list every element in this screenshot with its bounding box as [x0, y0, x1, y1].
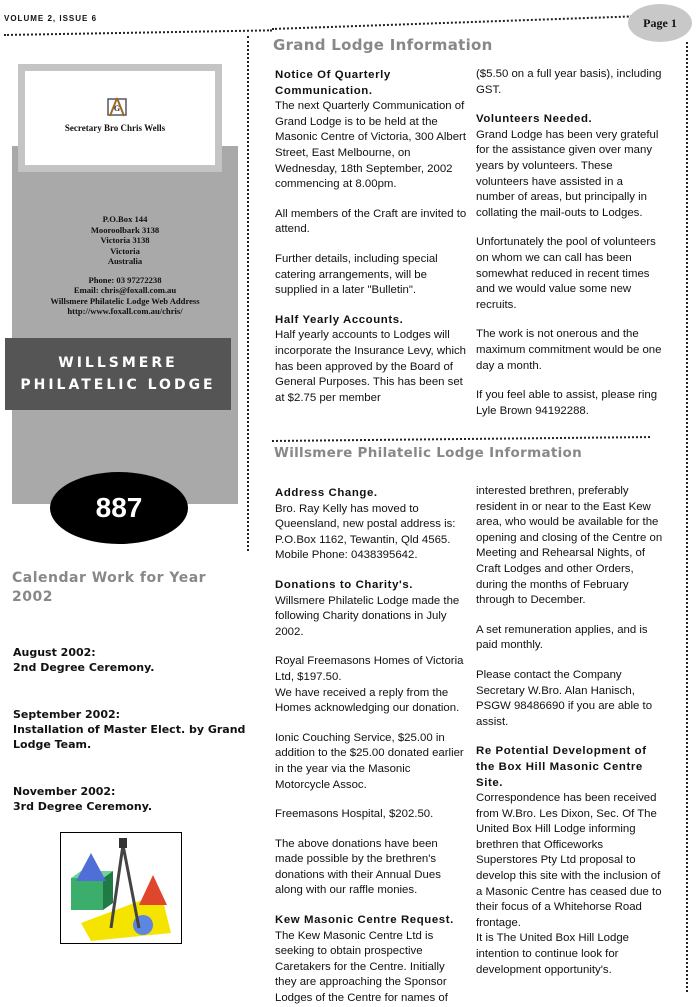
lodge-name-banner: [5, 338, 231, 410]
volunteers-paragraph: If you feel able to assist, please ring Lyle Brown 94192288.: [476, 389, 658, 417]
kew-heading: Kew Masonic Centre Request.: [275, 914, 454, 927]
quarterly-paragraph: All members of the Craft are invited to attend.: [275, 207, 467, 236]
donations-paragraph: Freemasons Hospital, $202.50.: [275, 808, 434, 821]
boxhill-heading: Re Potential Development of the Box Hill Masonic Centre Site.: [476, 745, 647, 789]
sidebar-panel: [12, 146, 238, 504]
web-address: http://www.foxall.com.au/chris/: [67, 306, 183, 316]
kew-continued: interested brethren, preferably resident in or near to the East Kew area, who would be available for the opening and closing of the Centre on Meeting and Rehearsal Nights, of Craft Lodges and other Orders, during the months of February through to December.: [476, 485, 663, 607]
page-number-badge: Page 1: [628, 4, 692, 42]
secretary-frame: [18, 64, 222, 172]
address-change-heading: Address Change.: [275, 487, 378, 499]
phone: Phone: 03 97272238: [88, 274, 162, 285]
secretary-name: Secretary Bro Chris Wells: [64, 123, 166, 133]
lodge-name-line: WILLSMERE: [58, 355, 178, 371]
donations-paragraph: Royal Freemasons Homes of Victoria Ltd, $197.50.: [275, 655, 464, 683]
calendar-month: August 2002:: [13, 646, 96, 659]
volunteers-paragraph: Grand Lodge has been very grateful for the assistance given over many years by volunteers. These volunteers have assisted in a number of areas, but principally in collating the mail-outs to Lodges.: [476, 128, 659, 219]
lodge-number-badge: 887: [50, 472, 188, 544]
svg-text:G: G: [113, 104, 121, 113]
boxhill-paragraph: It is The United Box Hill Lodge intention to continue look for development opportunity's.: [476, 932, 630, 976]
quarterly-paragraph: Further details, including special catering arrangements, will be supplied in a later "Bulletin".: [275, 252, 438, 297]
lodge-info-column-2: [476, 484, 664, 978]
address-line: Victoria 3138: [100, 235, 150, 245]
volunteers-paragraph: Unfortunately the pool of volunteers on whom we can call has been somewhat reduced in recent times and we would value some new recruits.: [476, 236, 656, 311]
kew-paragraph: A set remuneration applies, and is paid monthly.: [476, 623, 648, 652]
donations-paragraph: The above donations have been made possible by the brethren's donations with their Annual Dues along with our raffle monies.: [275, 837, 441, 897]
address-line: Mooroolbark 3138: [90, 224, 160, 235]
calendar-month: November 2002:: [13, 785, 116, 798]
address-line: P.O.Box 144: [102, 214, 148, 224]
web-label: Willsmere Philatelic Lodge Web Address: [50, 295, 200, 306]
calendar-month: September 2002:: [13, 708, 121, 721]
calendar-work: Installation of Master Elect. by Grand Lodge Team.: [13, 723, 246, 751]
donations-paragraph: We have received a reply from the Homes acknowledging our donation.: [275, 686, 460, 715]
header-dotted-rule: [4, 29, 272, 36]
geometry-tools-icon: [61, 833, 181, 943]
half-yearly-paragraph: Half yearly accounts to Lodges will incorporate the Insurance Levy, which has been approved by the Board of General Purposes. This has been set at $2.75 per member: [275, 329, 467, 404]
address-line: Victoria: [110, 245, 140, 256]
calendar-item: [13, 784, 253, 814]
lodge-info-dotted-rule: [272, 436, 650, 442]
half-yearly-heading: Half Yearly Accounts.: [275, 313, 404, 326]
donations-paragraph: Ionic Couching Service, $25.00 in addition to the $25.00 donated earlier in the year via the Masonic Motorcycle Assoc.: [275, 731, 464, 791]
calendar-item: [13, 707, 253, 752]
calendar-title: Calendar Work for Year 2002: [12, 570, 207, 605]
donations-paragraph: Willsmere Philatelic Lodge made the following Charity donations in July 2002.: [275, 594, 460, 638]
quarterly-paragraph: The next Quarterly Communication of Grand Lodge is to be held at the Masonic Centre of Victoria, 300 Albert Street, East Melbourne, on Wednesday, 18th September, 2002 commencing at 8.00pm.: [275, 100, 466, 191]
grand-lodge-column-2: [476, 67, 664, 433]
calendar-work: 2nd Degree Ceremony.: [13, 661, 155, 674]
geometry-clipart: [60, 832, 182, 944]
volume-issue: VOLUME 2, ISSUE 6: [4, 14, 98, 23]
calendar-work: 3rd Degree Ceremony.: [13, 800, 153, 813]
lodge-info-title: Willsmere Philatelic Lodge Information: [274, 445, 583, 461]
kew-paragraph: Please contact the Company Secretary W.Bro. Alan Hanisch, PSGW 98486690 if you are able to assist.: [476, 668, 653, 728]
calendar-item: [13, 645, 253, 675]
donations-heading: Donations to Charity's.: [275, 578, 414, 591]
lodge-info-column-1: [275, 486, 467, 1007]
half-yearly-continued: ($5.50 on a full year basis), including GST.: [476, 68, 662, 96]
header-dotted-rule-right: [272, 15, 632, 30]
quarterly-heading: Notice Of Quarterly Communication.: [275, 69, 391, 97]
volunteers-paragraph: The work is not onerous and the maximum commitment would be one day a month.: [476, 328, 662, 372]
divider-vertical-right: [686, 42, 688, 992]
volunteers-heading: Volunteers Needed.: [476, 113, 593, 126]
divider-vertical-left: [247, 36, 249, 551]
kew-paragraph: The Kew Masonic Centre Ltd is seeking to obtain prospective Caretakers for the Centre. Initially they are approaching the Sponsor Lodges of the Centre for names of: [275, 929, 448, 1005]
boxhill-paragraph: Correspondence has been received from W.Bro. Les Dixon, Sec. Of The United Box Hill Lodge informing brethren that Officeworks Superstores Pty Ltd proposal to develop this site with the inclusion of a Masonic Centre has ceased due to their focus of a Whitehorse Road frontage.: [476, 792, 662, 929]
grand-lodge-title: Grand Lodge Information: [273, 36, 493, 54]
address-line: Australia: [107, 256, 143, 266]
postal-address: [14, 214, 236, 317]
address-change-paragraph: Bro. Ray Kelly has moved to Queensland, new postal address is: P.O.Box 1162, Tewantin, Qld 4565. Mobile Phone: 0438395642.: [275, 502, 456, 562]
lodge-name-line: PHILATELIC LODGE: [20, 377, 216, 393]
square-compass-icon: [105, 96, 129, 118]
grand-lodge-column-1: [275, 68, 467, 406]
email: Email: chris@foxall.com.au: [73, 285, 177, 295]
